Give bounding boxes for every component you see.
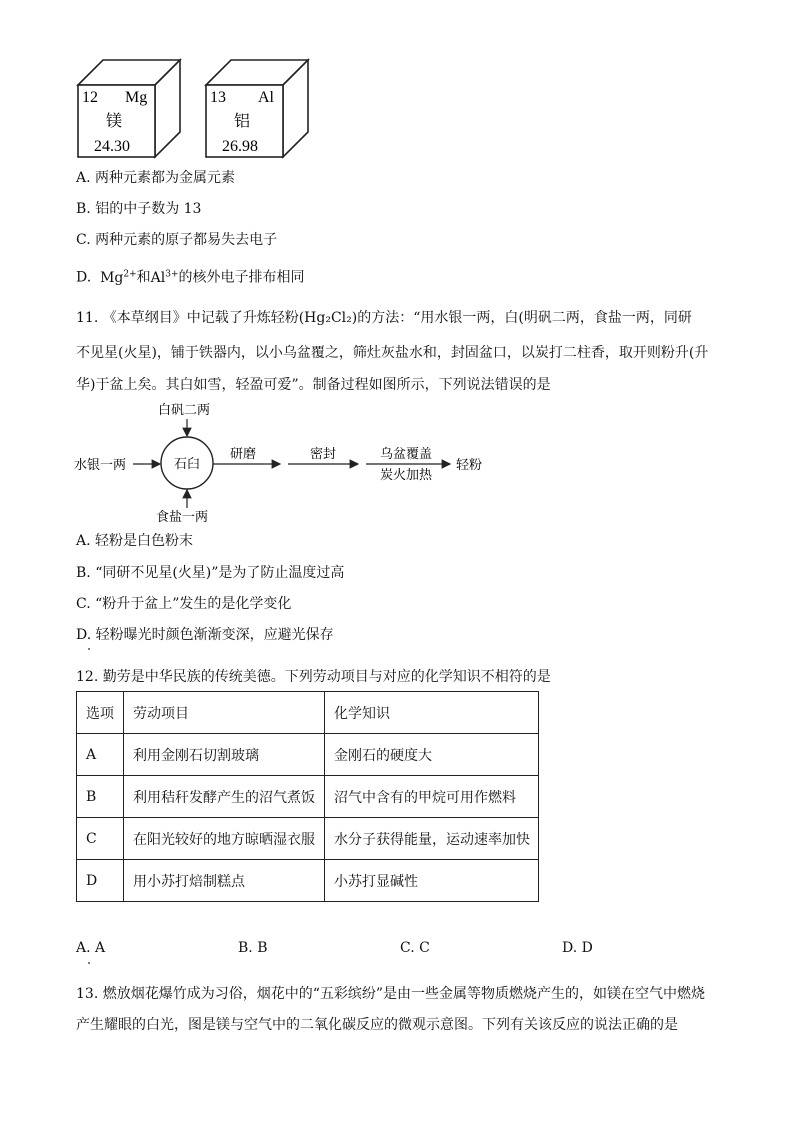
table-cell: 水分子获得能量，运动速率加快 — [325, 818, 539, 860]
q11-option-c: C. “粉升于盆上”发生的是化学变化 — [76, 596, 292, 612]
q10-option-c: C. 两种元素的原子都易失去电子 — [76, 232, 278, 248]
table-header-row — [77, 692, 539, 734]
dot-mark — [88, 962, 90, 964]
table-cell: 沼气中含有的甲烷可用作燃料 — [325, 776, 539, 818]
element-card-magnesium — [76, 58, 184, 164]
q12-answer-a: A. A — [76, 940, 106, 956]
diagram-left-input: 水银一两 — [74, 457, 127, 472]
q11-option-d: D. 轻粉曝光时颜色渐渐变深，应避光保存 — [76, 627, 334, 643]
table-header: 劳动项目 — [124, 692, 325, 734]
dot-mark — [88, 648, 90, 650]
diagram-top-input: 白矾二两 — [158, 402, 211, 417]
mg-symbol: Mg — [125, 89, 148, 106]
table-cell: 金刚石的硬度大 — [325, 734, 539, 776]
al-ion: $Al^{3+}$ — [150, 269, 179, 286]
al-name: 铝 — [234, 113, 251, 130]
al-mass: 26.98 — [222, 138, 258, 155]
q12-answer-d: D. D — [562, 940, 593, 956]
q10-option-d — [76, 264, 305, 288]
element-card-aluminum — [204, 58, 312, 164]
al-atomic-number: 13 — [210, 89, 226, 106]
table-row — [77, 860, 539, 902]
element-cube-al — [204, 58, 312, 160]
q10-option-d-suffix: 的核外电子排布相同 — [178, 269, 305, 286]
q11-option-a: A. 轻粉是白色粉末 — [76, 533, 194, 549]
table-header: 选项 — [77, 692, 124, 734]
q11-stem-line2: 不见星(火星)，铺于铁器内，以小乌盆覆之，筛灶灰盐水和，封固盆口，以炭打二柱香，取开则粉升(升 — [76, 345, 709, 361]
calomel-formula: (Hg₂Cl₂) — [298, 310, 358, 326]
q12-stem: 12. 勤劳是中华民族的传统美德。下列劳动项目与对应的化学知识不相符的是 — [76, 669, 551, 685]
mg-mass: 24.30 — [94, 138, 130, 155]
table-cell: B — [77, 776, 124, 818]
table-cell: 小苏打显碱性 — [325, 860, 539, 902]
q10-option-b: B. 铝的中子数为 13 — [76, 201, 202, 217]
mg-ion: $Mg^{2+}$ — [100, 269, 137, 286]
q13-stem-line1: 13. 燃放烟花爆竹成为习俗，烟花中的“五彩缤纷”是由一些金属等物质燃烧产生的，如镁在空气中燃烧 — [76, 986, 706, 1002]
q10-option-a: A. 两种元素都为金属元素 — [76, 170, 236, 186]
table-row — [77, 776, 539, 818]
element-cube-mg — [76, 58, 184, 160]
q10-and: 和 — [136, 269, 151, 286]
q13-stem-line2: 产生耀眼的白光，图是镁与空气中的二氧化碳反应的微观示意图。下列有关该反应的说法正确的是 — [76, 1017, 678, 1033]
q10-option-d-prefix: D. — [76, 269, 92, 286]
table-cell: 用小苏打焙制糕点 — [124, 860, 325, 902]
table-cell: D — [77, 860, 124, 902]
diagram-step3-top: 乌盆覆盖 — [380, 446, 433, 461]
mg-name: 镁 — [106, 113, 123, 130]
table-cell: 利用秸秆发酵产生的沼气煮饭 — [124, 776, 325, 818]
diagram-step3-bottom: 炭火加热 — [380, 467, 433, 482]
q12-answer-c: C. C — [400, 940, 430, 956]
table-cell: A — [77, 734, 124, 776]
table-header: 化学知识 — [325, 692, 539, 734]
al-symbol: Al — [258, 89, 274, 106]
q11-stem-line1: 11. 《本草纲目》中记载了升炼轻粉(Hg₂Cl₂)的方法：“用水银一两，白(明矾二两，食盐一两，同研 — [76, 310, 692, 326]
table-cell: 在阳光较好的地方晾晒湿衣服 — [124, 818, 325, 860]
diagram-bottom-input: 食盐一两 — [156, 509, 209, 524]
q11-process-diagram — [70, 398, 510, 528]
table-row — [77, 734, 539, 776]
table-cell: 利用金刚石切割玻璃 — [124, 734, 325, 776]
q11-stem-line3: 华)于盆上矣。其白如雪，轻盈可爱”。制备过程如图所示，下列说法错误的是 — [76, 377, 551, 393]
diagram-step2: 密封 — [310, 446, 337, 461]
mg-atomic-number: 12 — [82, 89, 98, 106]
diagram-center: 石臼 — [174, 456, 201, 471]
q11-option-b: B. “同研不见星(火星)”是为了防止温度过高 — [76, 565, 345, 581]
q12-table — [76, 691, 539, 902]
diagram-product: 轻粉 — [456, 457, 483, 472]
q12-answer-b: B. B — [238, 940, 268, 956]
diagram-step1: 研磨 — [230, 446, 257, 461]
table-row — [77, 818, 539, 860]
table-cell: C — [77, 818, 124, 860]
